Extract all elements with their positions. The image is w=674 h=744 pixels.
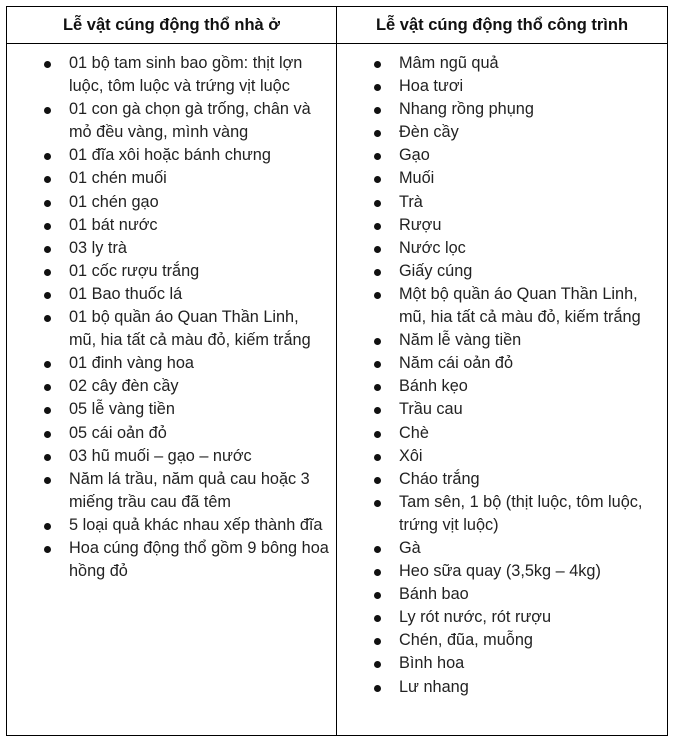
list-item	[8, 398, 329, 421]
list-item	[8, 214, 329, 237]
bullet-icon	[44, 384, 51, 391]
bullet-icon	[374, 638, 381, 645]
construction-offerings-list	[338, 45, 666, 699]
list-item	[8, 422, 329, 445]
list-item	[8, 306, 329, 352]
list-item	[338, 652, 660, 675]
bullet-icon	[374, 431, 381, 438]
list-item	[338, 352, 660, 375]
bullet-icon	[374, 361, 381, 368]
list-item	[338, 676, 660, 699]
bullet-icon	[374, 200, 381, 207]
list-item	[338, 606, 660, 629]
bullet-icon	[374, 569, 381, 576]
list-item-text: Xôi	[399, 446, 423, 465]
list-item	[338, 283, 660, 329]
list-item	[338, 537, 660, 560]
list-item	[8, 468, 329, 514]
list-item	[338, 52, 660, 75]
bullet-icon	[44, 407, 51, 414]
offerings-table	[6, 6, 668, 736]
bullet-icon	[374, 246, 381, 253]
bullet-icon	[44, 523, 51, 530]
list-item	[8, 237, 329, 260]
list-item-text: 01 bộ quần áo Quan Thần Linh, mũ, hia tất cả màu đỏ, kiếm trắng	[69, 308, 311, 350]
header-construction-offerings: Lễ vật cúng động thổ công trình	[337, 7, 668, 44]
list-item	[338, 121, 660, 144]
list-item	[8, 167, 329, 190]
bullet-icon	[44, 61, 51, 68]
list-item-text: Giấy cúng	[399, 261, 473, 280]
list-item	[338, 422, 660, 445]
bullet-icon	[44, 246, 51, 253]
header-home-offerings: Lễ vật cúng động thổ nhà ở	[7, 7, 337, 44]
list-item-text: Heo sữa quay (3,5kg – 4kg)	[399, 562, 601, 581]
list-item	[338, 98, 660, 121]
list-item	[338, 144, 660, 167]
list-item-text: Chén, đũa, muỗng	[399, 631, 533, 650]
list-item	[8, 514, 329, 537]
bullet-icon	[44, 315, 51, 322]
bullet-icon	[44, 176, 51, 183]
list-item-text: Bình hoa	[399, 654, 465, 673]
list-item	[8, 191, 329, 214]
list-item-text: 01 Bao thuốc lá	[69, 284, 183, 303]
list-item	[8, 144, 329, 167]
bullet-icon	[374, 546, 381, 553]
list-item	[338, 560, 660, 583]
bullet-icon	[374, 454, 381, 461]
list-item-text: 01 con gà chọn gà trống, chân và mỏ đều vàng, mình vàng	[69, 100, 311, 142]
header-row	[7, 7, 668, 44]
list-item	[338, 491, 660, 537]
bullet-icon	[374, 61, 381, 68]
list-item	[8, 98, 329, 144]
list-item-text: 03 hũ muối – gạo – nước	[69, 446, 252, 465]
bullet-icon	[374, 477, 381, 484]
list-item-text: 5 loại quả khác nhau xếp thành đĩa	[69, 515, 323, 534]
list-item-text: 02 cây đèn cầy	[69, 377, 179, 396]
list-item	[338, 375, 660, 398]
list-item-text: Tam sên, 1 bộ (thịt luộc, tôm luộc, trứng vịt luộc)	[399, 492, 643, 534]
list-item-text: Trầu cau	[399, 400, 463, 419]
list-item-text: Chè	[399, 423, 429, 442]
list-item-text: Năm lễ vàng tiền	[399, 331, 522, 350]
bullet-icon	[374, 592, 381, 599]
bullet-icon	[374, 130, 381, 137]
list-item-text: 05 cái oản đỏ	[69, 423, 167, 442]
list-item	[338, 237, 660, 260]
list-item-text: Gạo	[399, 146, 430, 165]
list-item	[8, 375, 329, 398]
list-item	[8, 537, 329, 583]
list-item-text: 01 đĩa xôi hoặc bánh chưng	[69, 146, 271, 165]
list-item-text: Năm lá trầu, năm quả cau hoặc 3 miếng trầu cau đã têm	[69, 469, 310, 511]
list-item-text: Đèn cầy	[399, 123, 459, 142]
bullet-icon	[44, 546, 51, 553]
list-item	[8, 283, 329, 306]
list-item	[338, 445, 660, 468]
bullet-icon	[374, 407, 381, 414]
list-item	[338, 214, 660, 237]
list-item	[8, 445, 329, 468]
bullet-icon	[374, 107, 381, 114]
bullet-icon	[374, 153, 381, 160]
list-item	[338, 167, 660, 190]
bullet-icon	[374, 661, 381, 668]
list-item	[338, 583, 660, 606]
list-item-text: Mâm ngũ quả	[399, 54, 499, 72]
list-item	[338, 468, 660, 491]
list-item-text: Nước lọc	[399, 238, 466, 257]
list-item-text: Trà	[399, 192, 423, 211]
list-item	[338, 629, 660, 652]
bullet-icon	[44, 292, 51, 299]
bullet-icon	[44, 153, 51, 160]
bullet-icon	[374, 685, 381, 692]
list-item-text: 01 chén gạo	[69, 192, 159, 211]
list-item	[338, 75, 660, 98]
bullet-icon	[374, 500, 381, 507]
list-item-text: 03 ly trà	[69, 238, 127, 257]
list-item-text: Một bộ quần áo Quan Thần Linh, mũ, hia tất cả màu đỏ, kiếm trắng	[399, 284, 641, 327]
bullet-icon	[374, 84, 381, 91]
bullet-icon	[44, 223, 51, 230]
list-item	[8, 260, 329, 283]
list-item-text: Hoa cúng động thổ gồm 9 bông hoa hồng đỏ	[69, 538, 329, 581]
bullet-icon	[374, 615, 381, 622]
construction-offerings-cell	[337, 44, 668, 736]
list-item	[338, 398, 660, 421]
list-item	[8, 52, 329, 98]
list-item-text: Muối	[399, 169, 435, 188]
bullet-icon	[374, 384, 381, 391]
bullet-icon	[44, 431, 51, 438]
list-item-text: 01 chén muối	[69, 169, 167, 188]
bullet-icon	[374, 223, 381, 230]
list-item-text: Nhang rồng phụng	[399, 100, 534, 119]
bullet-icon	[44, 477, 51, 484]
list-item	[338, 329, 660, 352]
bullet-icon	[44, 454, 51, 461]
list-item-text: Năm cái oản đỏ	[399, 354, 514, 373]
list-item-text: Hoa tươi	[399, 77, 464, 96]
list-item-text: Bánh bao	[399, 585, 469, 604]
bullet-icon	[374, 292, 381, 299]
list-item-text: Bánh kẹo	[399, 377, 468, 396]
list-item-text: Ly rót nước, rót rượu	[399, 608, 552, 627]
home-offerings-list	[8, 45, 335, 583]
list-item	[8, 352, 329, 375]
bullet-icon	[44, 361, 51, 368]
list-item	[338, 191, 660, 214]
list-item-text: Gà	[399, 538, 421, 557]
bullet-icon	[374, 269, 381, 276]
list-item-text: 05 lễ vàng tiền	[69, 400, 175, 419]
bullet-icon	[44, 269, 51, 276]
bullet-icon	[374, 176, 381, 183]
list-item-text: Cháo trắng	[399, 469, 480, 488]
home-offerings-cell	[7, 44, 337, 736]
list-item-text: Lư nhang	[399, 677, 469, 696]
list-item-text: 01 bát nước	[69, 215, 158, 234]
bullet-icon	[44, 107, 51, 114]
list-item-text: Rượu	[399, 215, 442, 234]
bullet-icon	[374, 338, 381, 345]
list-item-text: 01 cốc rượu trắng	[69, 261, 200, 280]
content-row	[7, 44, 668, 736]
list-item	[338, 260, 660, 283]
list-item-text: 01 đinh vàng hoa	[69, 354, 194, 373]
bullet-icon	[44, 200, 51, 207]
list-item-text: 01 bộ tam sinh bao gồm: thịt lợn luộc, tôm luộc và trứng vịt luộc	[69, 54, 303, 96]
